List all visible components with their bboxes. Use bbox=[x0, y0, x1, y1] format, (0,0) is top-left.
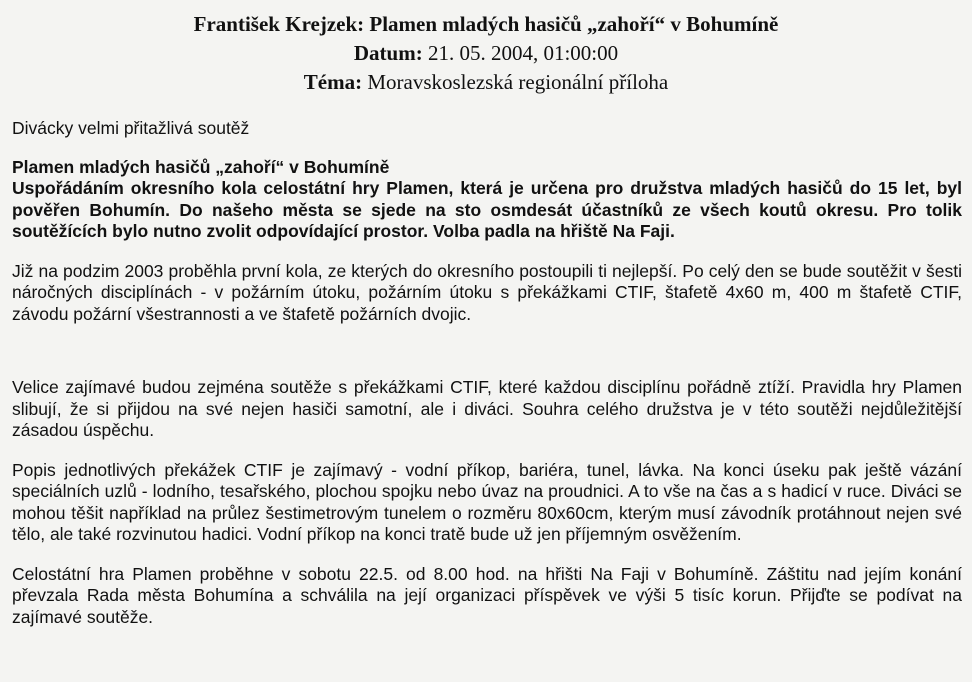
paragraph: Již na podzim 2003 proběhla první kola, ze kterých do okresního postoupili ti nejlepší. Po celý den se bude soutěžit v šesti náročných disciplínách - v požárním útoku, požárním útoku s překážkami CTIF, štafetě 4x60 m, 400 m štafetě CTIF, závodu požární všestrannosti a ve štafetě požárních dvojic. bbox=[12, 260, 962, 324]
article-header bbox=[0, 0, 972, 97]
topic-line bbox=[0, 68, 972, 97]
article-title: František Krejzek: Plamen mladých hasičů „zahoří“ v Bohumíně bbox=[193, 12, 779, 36]
topic-label: Téma: bbox=[303, 70, 363, 94]
paragraph: Velice zajímavé budou zejména soutěže s překážkami CTIF, které každou disciplínu pořádně ztíží. Pravidla hry Plamen slibují, že si přijdou na své nejen hasiči samotní, ale i diváci. Souhra celého družstva je v této soutěži nejdůležitější zásadou úspěchu. bbox=[12, 377, 962, 440]
paragraph: Popis jednotlivých překážek CTIF je zajímavý - vodní příkop, bariéra, tunel, lávka. Na konci úseku pak ještě vázání speciálních uzlů - lodního, tesařského, plochou spojku nebo úvaz na proudnici. A to vše na čas a s hadicí v ruce. Diváci se mohou těšit například na průlez šestimetrovým tunelem o rozměru 80x60cm, kterým musí závodník protáhnout nejen své tělo, ale také rozvinutou hadici. Vodní příkop na konci tratě bude už jen příjemným osvěžením. bbox=[12, 459, 962, 544]
topic-value: Moravskoslezská regionální příloha bbox=[367, 70, 669, 94]
article-headline: Plamen mladých hasičů „zahoří“ v Bohumíně bbox=[12, 156, 390, 177]
article-lead: Uspořádáním okresního kola celostátní hry Plamen, která je určena pro družstva mladých hasičů do 15 let, byl pověřen Bohumín. Do našeho města se sjede na sto osmdesát účastníků ze všech koutů okresu. Pro tolik soutěžících bylo nutno zvolit odpovídající prostor. Volba padla na hřiště Na Faji. bbox=[12, 178, 962, 241]
date-label: Datum: bbox=[353, 41, 423, 65]
date-value: 21. 05. 2004, 01:00:00 bbox=[427, 41, 619, 65]
date-line bbox=[0, 39, 972, 68]
paragraph: Celostátní hra Plamen proběhne v sobotu 22.5. od 8.00 hod. na hřišti Na Faji v Bohumíně. Záštitu nad jejím konání převzala Rada města Bohumína a schválila na její organizaci příspěvek ve výši 5 tisíc korun. Přijďte se podívat na zajímavé soutěže. bbox=[12, 563, 962, 627]
article-body bbox=[12, 118, 962, 628]
article-kicker: Divácky velmi přitažlivá soutěž bbox=[12, 118, 250, 138]
